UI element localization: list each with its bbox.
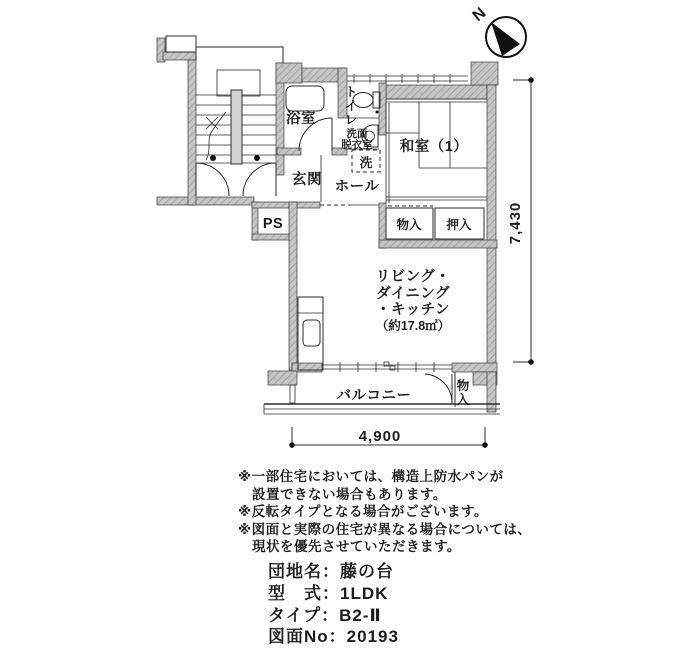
label-balcony: バルコニー	[336, 388, 412, 404]
dimension-vertical-value: 7,430	[507, 201, 524, 245]
dimension-horizontal-value: 4,900	[358, 428, 402, 445]
label-toilet-1: ト	[344, 85, 358, 99]
label-bathroom: 浴室	[286, 111, 316, 127]
label-toilet-3: レ	[344, 113, 358, 127]
label-hall: ホール	[334, 179, 380, 195]
bathtub-icon	[286, 86, 324, 111]
property-estate-name: 団地名：藤の台	[268, 562, 394, 581]
note-line-2: 設置できない場合もあります。	[238, 487, 447, 502]
label-closet: 押入	[446, 218, 472, 232]
entrance-double-doors	[196, 163, 276, 196]
note-line-5: 現状を優先させていただきます。	[238, 539, 461, 554]
property-drawing-number: 図面No：20193	[268, 627, 399, 646]
note-line-3: ※反転タイプとなる場合がございます。	[238, 504, 488, 519]
property-layout-type: 型 式：1LDK	[268, 584, 389, 603]
north-label: N	[469, 4, 490, 26]
label-entrance: 玄関	[292, 172, 322, 188]
drain-pipe	[290, 385, 295, 403]
notes-block	[238, 468, 531, 554]
label-washer: 洗	[359, 156, 373, 170]
note-line-4: ※図面と実際の住宅が異なる場合については、	[238, 522, 532, 537]
label-pipe-space: PS	[262, 216, 284, 232]
property-plan-type: タイプ：B2-Ⅱ	[268, 606, 382, 625]
note-line-1: ※一部住宅においては、構造上防水パンが	[238, 469, 504, 484]
meter-box	[166, 36, 196, 52]
label-ldk-3: ・キッチン	[376, 302, 450, 318]
kitchen-counter-icon	[298, 297, 323, 370]
south-window	[322, 362, 452, 372]
balcony-storage-door	[425, 374, 452, 404]
stair-arrow-cross	[206, 117, 218, 129]
label-toilet-2: イ	[344, 99, 358, 113]
label-ldk-2: ダイニング	[376, 286, 450, 302]
kitchen-sink-icon	[303, 320, 320, 346]
north-arrow-icon	[470, 5, 526, 57]
property-info-block	[268, 561, 399, 646]
dimension-bottom	[289, 427, 488, 448]
dimension-right	[507, 77, 534, 365]
label-ldk-1: リビング・	[375, 269, 451, 285]
stair-rail	[231, 90, 242, 164]
label-washroom-2: 脱衣室	[341, 139, 373, 151]
label-storage: 物入	[396, 218, 422, 232]
label-washroom-1: 洗面	[346, 128, 368, 140]
label-japanese-room: 和室（1）	[399, 139, 469, 155]
label-ldk-area: （約17.8㎡）	[375, 319, 451, 333]
landing-outline	[196, 47, 283, 63]
north-windows	[347, 74, 468, 83]
label-balcony-storage-1: 物	[456, 379, 470, 393]
label-balcony-storage-2: 入	[456, 393, 470, 407]
